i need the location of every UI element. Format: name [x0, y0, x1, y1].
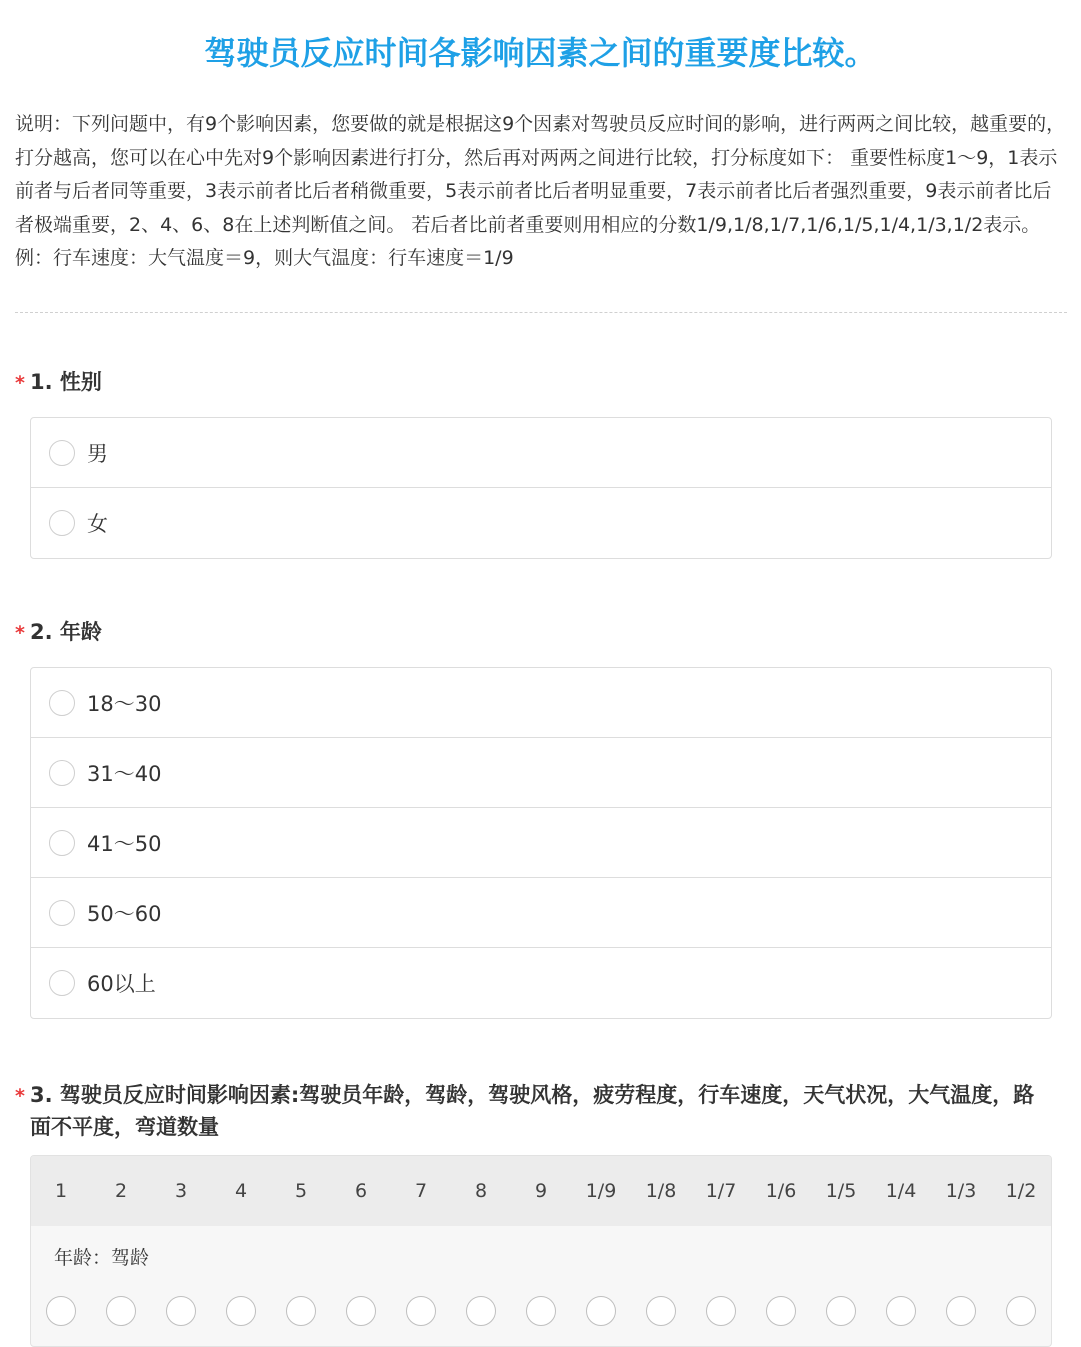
required-mark: *: [15, 1085, 25, 1107]
scale-label: 1/6: [765, 1180, 797, 1202]
scale-label: 5: [294, 1180, 308, 1202]
question-2-options: [30, 667, 1052, 1019]
scale-label: 1/9: [585, 1180, 617, 1202]
scale-label: 4: [234, 1180, 248, 1202]
option-label: 60以上: [87, 972, 156, 996]
matrix-radio-cell: [91, 1296, 151, 1326]
matrix-radio-button[interactable]: [346, 1296, 376, 1326]
matrix-radio-button[interactable]: [406, 1296, 436, 1326]
scale-label: 1/3: [945, 1180, 977, 1202]
matrix-radio-cell: [511, 1296, 571, 1326]
matrix-radio-cell: [931, 1296, 991, 1326]
option-label: 男: [87, 441, 108, 466]
option-label: 18～30: [87, 691, 162, 716]
option-label: 31～40: [87, 761, 162, 786]
option-age-18-30[interactable]: [31, 668, 1051, 738]
matrix-radio-cell: [151, 1296, 211, 1326]
scale-label: 7: [414, 1180, 428, 1202]
radio-button[interactable]: [49, 690, 75, 716]
matrix-radio-button[interactable]: [106, 1296, 136, 1326]
divider: [15, 312, 1067, 313]
matrix-radio-button[interactable]: [166, 1296, 196, 1326]
radio-button[interactable]: [49, 830, 75, 856]
scale-label: 3: [174, 1180, 188, 1202]
matrix-radio-cell: [451, 1296, 511, 1326]
scale-label: 1: [54, 1180, 68, 1202]
matrix-radio-row: [31, 1291, 1051, 1331]
scale-label: 1/7: [705, 1180, 737, 1202]
matrix-radio-cell: [211, 1296, 271, 1326]
matrix-radio-button[interactable]: [826, 1296, 856, 1326]
matrix-radio-cell: [991, 1296, 1051, 1326]
option-label: 50～60: [87, 901, 162, 926]
matrix-radio-button[interactable]: [1006, 1296, 1036, 1326]
option-age-41-50[interactable]: [31, 808, 1051, 878]
option-label: 41～50: [87, 831, 162, 856]
radio-button[interactable]: [49, 510, 75, 536]
matrix-radio-cell: [271, 1296, 331, 1326]
scale-label: 1/8: [645, 1180, 677, 1202]
scale-label: 8: [474, 1180, 488, 1202]
question-3-title: [15, 1079, 1045, 1143]
question-1-options: [30, 417, 1052, 559]
matrix-radio-cell: [871, 1296, 931, 1326]
matrix-radio-cell: [31, 1296, 91, 1326]
matrix-radio-button[interactable]: [586, 1296, 616, 1326]
matrix-radio-button[interactable]: [706, 1296, 736, 1326]
matrix-radio-cell: [751, 1296, 811, 1326]
question-1-title: [15, 366, 1045, 399]
matrix-row-label: 年龄：驾龄: [31, 1226, 1051, 1291]
option-age-50-60[interactable]: [31, 878, 1051, 948]
question-2-title: [15, 616, 1045, 649]
option-female[interactable]: [31, 488, 1051, 558]
question-3-matrix: [30, 1155, 1052, 1347]
matrix-radio-button[interactable]: [226, 1296, 256, 1326]
radio-button[interactable]: [49, 900, 75, 926]
matrix-radio-cell: [811, 1296, 871, 1326]
scale-label: 1/4: [885, 1180, 917, 1202]
radio-button[interactable]: [49, 970, 75, 996]
matrix-radio-button[interactable]: [646, 1296, 676, 1326]
scale-label: 1/5: [825, 1180, 857, 1202]
question-1-text: 1. 性别: [30, 370, 102, 394]
radio-button[interactable]: [49, 440, 75, 466]
matrix-radio-cell: [631, 1296, 691, 1326]
matrix-radio-cell: [331, 1296, 391, 1326]
radio-button[interactable]: [49, 760, 75, 786]
survey-title: 驾驶员反应时间各影响因素之间的重要度比较。: [204, 34, 877, 72]
matrix-radio-button[interactable]: [886, 1296, 916, 1326]
option-male[interactable]: [31, 418, 1051, 488]
question-3-text: 3. 驾驶员反应时间影响因素:驾驶员年龄，驾龄，驾驶风格，疲劳程度，行车速度，天气状况，大气温度，路面不平度，弯道数量: [30, 1083, 1035, 1139]
survey-intro: 说明：下列问题中，有9个影响因素，您要做的就是根据这9个因素对驾驶员反应时间的影响，进行两两之间比较，越重要的，打分越高，您可以在心中先对9个影响因素进行打分，然后再对两两之间进行比较，打分标度如下： 重要性标度1～9，1表示前者与后者同等重要，3表示前者比后者稍微重要，5表示前者比后者明显重要，7表示前者比后者强烈重要，9表示前者比后者极端重要，2、4、6、8在上述判断值之间。 若后者比前者重要则用相应的分数1/9,1/8,1/7,1/6,1/5,1/4,1/3,1/2表示。 例：行车速度：大气温度＝9，则大气温度：行车速度＝1/9: [15, 113, 1066, 269]
scale-header: [31, 1156, 1051, 1226]
scale-label: 6: [354, 1180, 368, 1202]
matrix-radio-button[interactable]: [466, 1296, 496, 1326]
matrix-radio-cell: [391, 1296, 451, 1326]
question-2-text: 2. 年龄: [30, 620, 102, 644]
scale-label: 2: [114, 1180, 128, 1202]
option-label: 女: [87, 512, 108, 536]
matrix-radio-button[interactable]: [46, 1296, 76, 1326]
option-age-31-40[interactable]: [31, 738, 1051, 808]
matrix-radio-button[interactable]: [286, 1296, 316, 1326]
scale-label: 1/2: [1005, 1180, 1037, 1202]
matrix-radio-button[interactable]: [766, 1296, 796, 1326]
scale-label: 9: [534, 1180, 548, 1202]
matrix-radio-button[interactable]: [526, 1296, 556, 1326]
matrix-radio-cell: [691, 1296, 751, 1326]
required-mark: *: [15, 372, 25, 394]
matrix-radio-button[interactable]: [946, 1296, 976, 1326]
required-mark: *: [15, 622, 25, 644]
option-age-60-plus[interactable]: [31, 948, 1051, 1018]
matrix-radio-cell: [571, 1296, 631, 1326]
